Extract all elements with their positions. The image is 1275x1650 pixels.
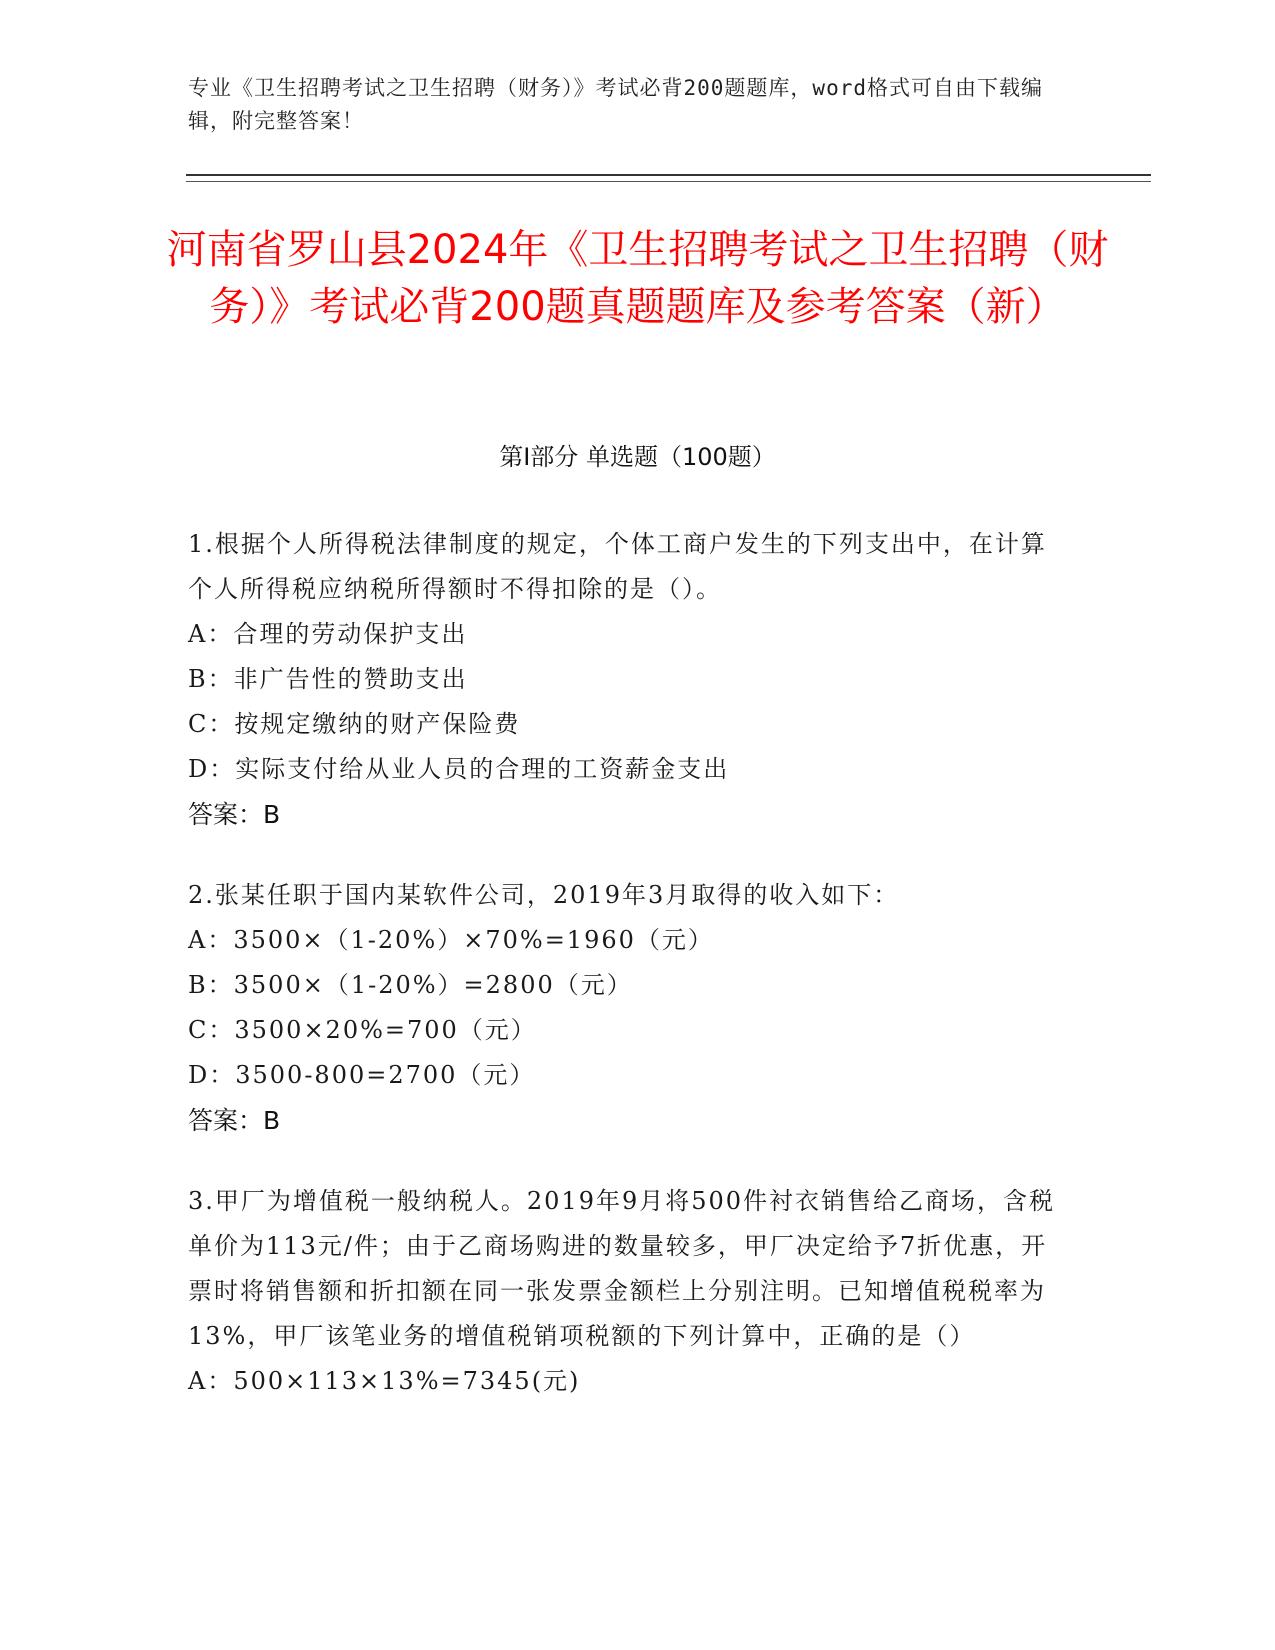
- answer: 答案：B: [188, 1106, 281, 1135]
- option-c: C：按规定缴纳的财产保险费: [188, 710, 521, 738]
- option-a: A：3500×（1-20%）×70%=1960（元）: [188, 926, 714, 954]
- option-b: B：非广告性的赞助支出: [188, 665, 468, 693]
- document-title: 河南省罗山县2024年《卫生招聘考试之卫生招聘（财务）》考试必背200题真题题库及参考答案（新）: [166, 227, 1109, 330]
- option-b: B：3500×（1-20%）=2800（元）: [188, 971, 633, 999]
- question-3: [188, 1179, 1068, 1404]
- header-note: 专业《卫生招聘考试之卫生招聘（财务）》考试必背200题题库，word格式可自由下载编辑，附完整答案！: [188, 76, 1043, 133]
- section-title: 第Ⅰ部分 单选题（100题）: [499, 443, 776, 471]
- question-stem: 2.张某任职于国内某软件公司，2019年3月取得的收入如下：: [188, 881, 900, 909]
- option-d: D：3500-800=2700（元）: [188, 1061, 536, 1089]
- question-1: [188, 522, 1068, 837]
- option-a: A：合理的劳动保护支出: [188, 620, 468, 648]
- question-2: [188, 873, 1068, 1143]
- question-stem: 3.甲厂为增值税一般纳税人。2019年9月将500件衬衣销售给乙商场，含税单价为113元/件；由于乙商场购进的数量较多，甲厂决定给予7折优惠，开票时将销售额和折扣额在同一张发票金额栏上分别注明。已知增值税税率为13%，甲厂该笔业务的增值税销项税额的下列计算中，正确的是（）: [188, 1187, 1056, 1350]
- option-c: C：3500×20%=700（元）: [188, 1016, 537, 1044]
- header-divider-thin: [186, 181, 1151, 182]
- question-stem: 1.根据个人所得税法律制度的规定，个体工商户发生的下列支出中，在计算个人所得税应纳税所得额时不得扣除的是（）。: [188, 530, 1047, 603]
- header-divider: [186, 174, 1151, 176]
- question-list: [188, 522, 1068, 1440]
- answer: 答案：B: [188, 800, 281, 829]
- option-a: A：500×113×13%=7345(元): [188, 1367, 581, 1395]
- option-d: D：实际支付给从业人员的合理的工资薪金支出: [188, 755, 730, 783]
